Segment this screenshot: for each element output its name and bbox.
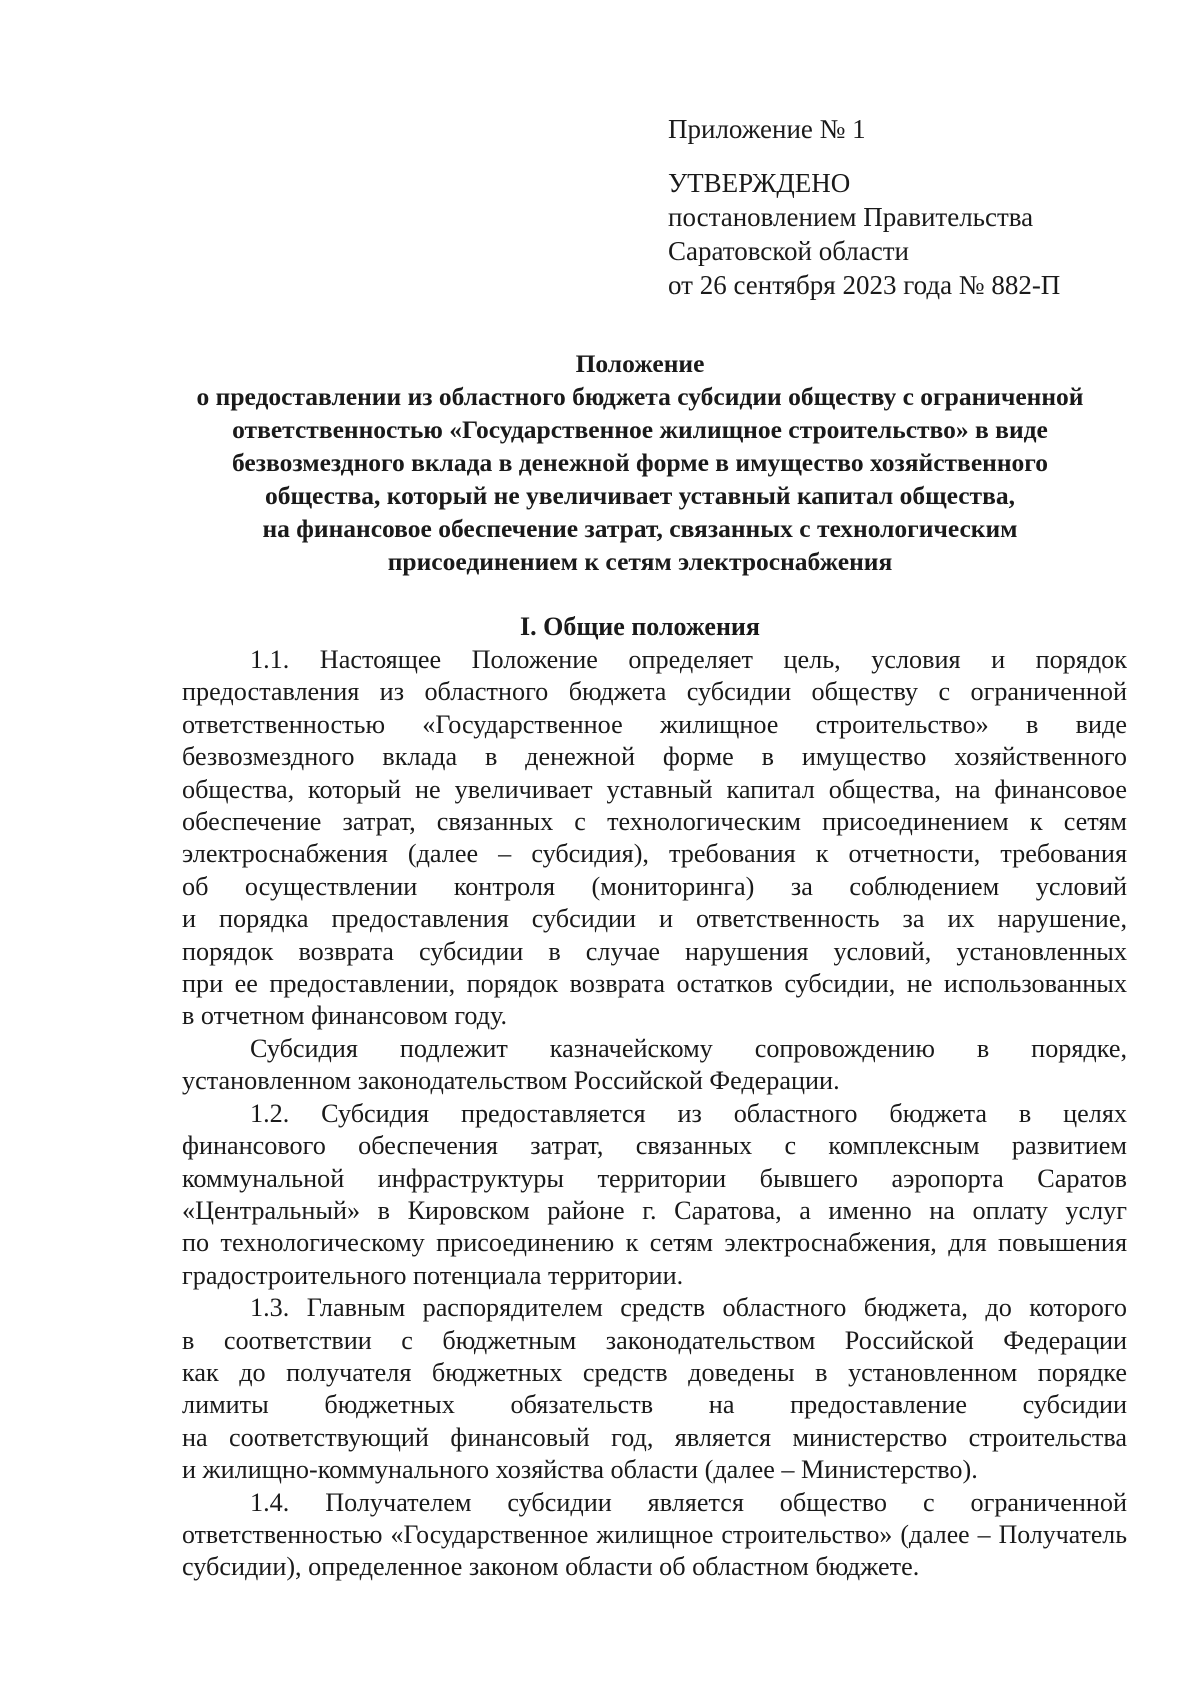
title-line: ответственностью «Государственное жилищное строительство» в виде xyxy=(232,415,1048,444)
text-line: градостроительного потенциала территории. xyxy=(182,1260,684,1290)
text-line: по технологическому присоединению к сетям электроснабжения, для повышения xyxy=(182,1228,1127,1258)
paragraph-1-4 xyxy=(182,1487,1127,1584)
text-line: 1.3. Главным распорядителем средств областного бюджета, до которого xyxy=(250,1293,1127,1323)
text-line: предоставления из областного бюджета субсидии обществу с ограниченной xyxy=(182,677,1127,707)
title-line: Положение xyxy=(575,349,705,378)
approved-label: УТВЕРЖДЕНО xyxy=(668,168,851,198)
text-line: на соответствующий финансовый год, является министерство строительства xyxy=(182,1422,1127,1452)
text-line: общества, который не увеличивает уставный капитал общества, на финансовое xyxy=(182,774,1127,804)
text-line: субсидии), определенное законом области об областном бюджете. xyxy=(182,1552,920,1582)
appendix-label: Приложение № 1 xyxy=(668,114,866,144)
paragraph-treasury xyxy=(182,1033,1127,1098)
text-line: при ее предоставлении, порядок возврата остатков субсидии, не использованных xyxy=(182,969,1127,999)
text-line: в соответствии с бюджетным законодательством Российской Федерации xyxy=(182,1325,1127,1355)
text-line: порядок возврата субсидии в случае нарушения условий, установленных xyxy=(182,936,1127,966)
paragraph-1-3 xyxy=(182,1292,1127,1486)
approval-date-number: от 26 сентября 2023 года № 882-П xyxy=(668,270,1061,300)
document-body xyxy=(182,644,1127,1584)
text-line: установленном законодательством Российской Федерации. xyxy=(182,1066,840,1096)
text-line: об осуществлении контроля (мониторинга) за соблюдением условий xyxy=(182,871,1127,901)
paragraph-1-1 xyxy=(182,644,1127,1033)
section-heading: I. Общие положения xyxy=(520,612,760,641)
text-line: Субсидия подлежит казначейскому сопровождению в порядке, xyxy=(250,1033,1127,1063)
text-line: в отчетном финансовом году. xyxy=(182,1001,508,1031)
text-line: электроснабжения (далее – субсидия), требования к отчетности, требования xyxy=(182,839,1127,869)
text-line: безвозмездного вклада в денежной форме в имущество хозяйственного xyxy=(182,742,1127,772)
approval-block xyxy=(668,112,1148,302)
approval-line: постановлением Правительства xyxy=(668,202,1034,232)
text-line: финансового обеспечения затрат, связанных с комплексным развитием xyxy=(182,1131,1127,1161)
title-line: о предоставлении из областного бюджета субсидии обществу с ограниченной xyxy=(196,382,1084,411)
text-line: обеспечение затрат, связанных с технологическим присоединением к сетям xyxy=(182,807,1127,837)
document-title xyxy=(160,347,1120,578)
title-line: безвозмездного вклада в денежной форме в имущество хозяйственного xyxy=(232,448,1048,477)
text-line: 1.4. Получателем субсидии является общество с ограниченной xyxy=(250,1487,1127,1517)
text-line: ответственностью «Государственное жилищное строительство» в виде xyxy=(182,709,1127,739)
text-line: и жилищно-коммунального хозяйства области (далее – Министерство). xyxy=(182,1455,978,1485)
text-line: и порядка предоставления субсидии и ответственность за их нарушение, xyxy=(182,904,1127,934)
approval-line: Саратовской области xyxy=(668,236,909,266)
text-line: ответственностью «Государственное жилищное строительство» (далее – Получатель xyxy=(182,1519,1127,1549)
title-line: на финансовое обеспечение затрат, связанных с технологическим xyxy=(262,514,1018,543)
title-line: присоединением к сетям электроснабжения xyxy=(387,547,893,576)
text-line: 1.2. Субсидия предоставляется из областного бюджета в целях xyxy=(250,1098,1127,1128)
title-line: общества, который не увеличивает уставный капитал общества, xyxy=(265,481,1015,510)
text-line: 1.1. Настоящее Положение определяет цель, условия и порядок xyxy=(250,645,1127,674)
text-line: лимиты бюджетных обязательств на предоставление субсидии xyxy=(182,1390,1127,1420)
text-line: «Центральный» в Кировском районе г. Саратова, а именно на оплату услуг xyxy=(182,1195,1127,1225)
text-line: коммунальной инфраструктуры территории бывшего аэропорта Саратов xyxy=(182,1163,1127,1193)
text-line: как до получателя бюджетных средств доведены в установленном порядке xyxy=(182,1357,1127,1387)
paragraph-1-2 xyxy=(182,1098,1127,1292)
